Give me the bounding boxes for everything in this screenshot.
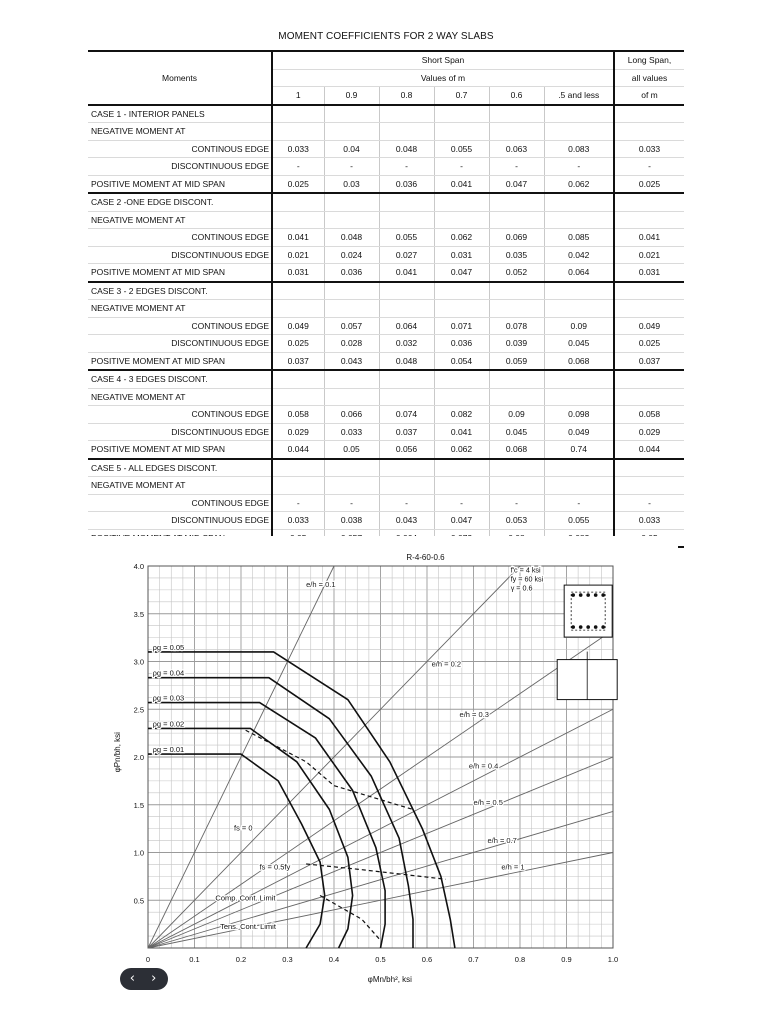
coefficient-cell: 0.025 <box>614 335 684 353</box>
coefficient-cell <box>544 123 614 141</box>
eccentricity-label: e/h = 0.7 <box>487 835 517 845</box>
coefficient-cell: - <box>434 158 489 176</box>
coefficient-cell <box>379 459 434 477</box>
table-row <box>88 140 684 158</box>
table-row <box>88 512 684 530</box>
coefficient-cell: 0.05 <box>324 441 379 459</box>
coefficient-cell: 0.066 <box>324 406 379 424</box>
x-tick-label: 1.0 <box>607 955 619 964</box>
coefficient-cell: 0.033 <box>272 140 324 158</box>
coefficient-cell: 0.062 <box>434 441 489 459</box>
coefficient-cell <box>544 477 614 495</box>
material-note: fy = 60 ksi <box>510 574 544 584</box>
coefficient-cell <box>434 459 489 477</box>
coefficient-cell: 0.035 <box>489 246 544 264</box>
coefficient-cell <box>434 193 489 211</box>
table-row <box>88 175 684 193</box>
coefficient-cell <box>324 477 379 495</box>
coefficient-cell <box>544 193 614 211</box>
coefficient-cell <box>379 105 434 123</box>
coefficient-cell: - <box>614 494 684 512</box>
row-label: DISCONTINUOUS EDGE <box>88 246 272 264</box>
coefficient-cell: 0.048 <box>379 140 434 158</box>
header-long-span-1: Long Span, <box>614 51 684 69</box>
coefficient-cell: 0.071 <box>434 317 489 335</box>
coefficient-cell: 0.062 <box>544 175 614 193</box>
eccentricity-label: e/h = 0.3 <box>459 709 489 719</box>
coefficient-cell <box>379 193 434 211</box>
coefficient-cell: 0.033 <box>614 512 684 530</box>
chart-annotation: Tens. Cont. Limit <box>220 921 276 931</box>
coefficient-cell: 0.049 <box>544 423 614 441</box>
coefficient-cell: - <box>434 494 489 512</box>
coefficient-cell: 0.082 <box>434 406 489 424</box>
coefficient-cell <box>272 477 324 495</box>
table-body <box>88 105 684 548</box>
coefficient-cell <box>434 370 489 388</box>
coefficient-cell: 0.078 <box>489 317 544 335</box>
rebar-dot <box>586 625 590 629</box>
coefficient-cell <box>544 300 614 318</box>
coefficient-cell: 0.043 <box>379 512 434 530</box>
coefficient-cell <box>544 211 614 229</box>
table-row <box>88 388 684 406</box>
coefficient-cell <box>614 388 684 406</box>
row-label: POSITIVE MOMENT AT MID SPAN <box>88 175 272 193</box>
coefficient-cell: 0.057 <box>324 317 379 335</box>
coefficient-cell: 0.03 <box>324 175 379 193</box>
interaction-curve <box>148 754 325 948</box>
coefficient-cell: 0.037 <box>379 423 434 441</box>
table-row <box>88 423 684 441</box>
coefficient-cell <box>379 282 434 300</box>
header-values-of-m: Values of m <box>272 69 614 87</box>
coefficient-cell <box>434 388 489 406</box>
table-row <box>88 300 684 318</box>
table-row <box>88 335 684 353</box>
coefficient-cell <box>489 282 544 300</box>
table-row <box>88 264 684 282</box>
rebar-dot <box>601 593 605 597</box>
rebar-dot <box>594 593 598 597</box>
coefficient-cell: 0.068 <box>489 441 544 459</box>
y-tick-label: 0.5 <box>133 896 144 906</box>
coefficient-cell <box>489 300 544 318</box>
coefficient-cell: 0.031 <box>614 264 684 282</box>
row-label: NEGATIVE MOMENT AT <box>88 123 272 141</box>
coefficient-cell: 0.059 <box>489 352 544 370</box>
moment-coefficient-table <box>88 50 684 548</box>
coefficient-cell <box>614 123 684 141</box>
coefficient-cell <box>324 300 379 318</box>
coefficient-cell: 0.74 <box>544 441 614 459</box>
header-short-span: Short Span <box>272 51 614 69</box>
table-row <box>88 352 684 370</box>
coefficient-cell: 0.055 <box>434 140 489 158</box>
coefficient-cell <box>272 211 324 229</box>
header-long-span-2: all values <box>614 69 684 87</box>
coefficient-cell <box>489 370 544 388</box>
eccentricity-label: e/h = 0.5 <box>473 797 503 807</box>
eccentricity-label: e/h = 0.2 <box>431 659 462 669</box>
rebar-dot <box>571 625 575 629</box>
coefficient-cell: - <box>544 494 614 512</box>
coefficient-cell: 0.064 <box>544 264 614 282</box>
coefficient-cell <box>272 459 324 477</box>
coefficient-cell <box>272 370 324 388</box>
header-m-value: 0.7 <box>434 87 489 105</box>
row-label: DISCONTINUOUS EDGE <box>88 335 272 353</box>
coefficient-cell: 0.039 <box>489 335 544 353</box>
curve-label: ρg = 0.04 <box>152 668 185 678</box>
table-row <box>88 459 684 477</box>
coefficient-cell: 0.028 <box>324 335 379 353</box>
interaction-diagram <box>60 536 678 1006</box>
coefficient-cell <box>434 477 489 495</box>
coefficient-cell: 0.052 <box>489 264 544 282</box>
coefficient-cell <box>379 370 434 388</box>
coefficient-cell <box>324 211 379 229</box>
coefficient-cell: - <box>272 494 324 512</box>
coefficient-cell: 0.047 <box>489 175 544 193</box>
coefficient-cell <box>272 123 324 141</box>
coefficient-cell: - <box>614 158 684 176</box>
coefficient-cell <box>614 300 684 318</box>
rebar-dot <box>571 593 575 597</box>
coefficient-cell <box>434 105 489 123</box>
x-tick-label: 0 <box>145 955 151 964</box>
coefficient-cell: 0.033 <box>272 512 324 530</box>
coefficient-cell <box>272 282 324 300</box>
coefficient-cell <box>489 211 544 229</box>
x-tick-label: 0.9 <box>561 955 572 964</box>
coefficient-cell <box>434 211 489 229</box>
coefficient-cell: - <box>544 158 614 176</box>
curve-label: ρg = 0.02 <box>152 719 185 729</box>
coefficient-cell: 0.09 <box>544 317 614 335</box>
coefficient-cell: 0.025 <box>272 335 324 353</box>
coefficient-cell <box>324 388 379 406</box>
table-row <box>88 246 684 264</box>
table-row <box>88 370 684 388</box>
chart-title: R-4-60-0.6 <box>406 553 445 562</box>
coefficient-cell: 0.064 <box>379 317 434 335</box>
coefficient-cell <box>379 300 434 318</box>
rebar-dot <box>586 593 590 597</box>
coefficient-cell: 0.049 <box>272 317 324 335</box>
table-row <box>88 193 684 211</box>
moment-coefficient-table-section <box>88 0 684 533</box>
coefficient-cell: 0.036 <box>434 335 489 353</box>
x-tick-label: 0.2 <box>235 955 247 964</box>
coefficient-cell: 0.042 <box>544 246 614 264</box>
coefficient-cell: 0.09 <box>489 406 544 424</box>
coefficient-cell <box>434 282 489 300</box>
coefficient-cell <box>379 477 434 495</box>
coefficient-cell: 0.038 <box>324 512 379 530</box>
coefficient-cell: 0.031 <box>434 246 489 264</box>
coefficient-cell <box>614 105 684 123</box>
coefficient-cell: 0.037 <box>272 352 324 370</box>
x-tick-label: 0.5 <box>375 955 386 964</box>
coefficient-cell: - <box>324 494 379 512</box>
comp-cont-limit-line <box>306 864 446 879</box>
coefficient-cell <box>489 105 544 123</box>
eccentricity-label: e/h = 0.1 <box>306 580 336 590</box>
coefficient-cell <box>324 282 379 300</box>
table-row <box>88 477 684 495</box>
coefficient-cell: 0.083 <box>544 140 614 158</box>
y-tick-label: 3.5 <box>133 609 144 619</box>
coefficient-cell: 0.074 <box>379 406 434 424</box>
rebar-dot <box>579 625 583 629</box>
interaction-chart-svg <box>60 536 678 1006</box>
coefficient-cell: 0.048 <box>379 352 434 370</box>
coefficient-cell <box>434 123 489 141</box>
coefficient-cell: 0.041 <box>434 423 489 441</box>
eccentricity-label: e/h = 1 <box>501 862 525 872</box>
coefficient-cell: 0.036 <box>324 264 379 282</box>
coefficient-cell <box>272 388 324 406</box>
coefficient-cell <box>324 193 379 211</box>
coefficient-cell: - <box>324 158 379 176</box>
coefficient-cell <box>489 477 544 495</box>
coefficient-cell: 0.032 <box>379 335 434 353</box>
x-tick-label: 0.7 <box>468 955 479 964</box>
rebar-dot <box>579 593 583 597</box>
coefficient-cell: 0.024 <box>324 246 379 264</box>
coefficient-cell: 0.045 <box>489 423 544 441</box>
rebar-dot <box>594 625 598 629</box>
header-moments: Moments <box>88 51 272 105</box>
header-m-value: 0.6 <box>489 87 544 105</box>
coefficient-cell: - <box>379 494 434 512</box>
coefficient-cell: 0.055 <box>544 512 614 530</box>
header-m-value: 0.8 <box>379 87 434 105</box>
y-tick-label: 1.5 <box>133 800 144 810</box>
coefficient-cell <box>324 105 379 123</box>
row-label: NEGATIVE MOMENT AT <box>88 388 272 406</box>
row-label: CASE 5 - ALL EDGES DISCONT. <box>88 459 272 477</box>
coefficient-cell: 0.047 <box>434 264 489 282</box>
table-row <box>88 211 684 229</box>
coefficient-cell: 0.055 <box>379 229 434 247</box>
material-note: γ = 0.6 <box>510 583 533 593</box>
coefficient-cell <box>379 388 434 406</box>
coefficient-cell <box>489 388 544 406</box>
table-row <box>88 441 684 459</box>
coefficient-cell <box>434 300 489 318</box>
coefficient-cell: 0.041 <box>379 264 434 282</box>
coefficient-cell: 0.044 <box>614 441 684 459</box>
table-header <box>88 51 684 105</box>
curve-label: ρg = 0.01 <box>152 745 185 755</box>
row-label: DISCONTINUOUS EDGE <box>88 512 272 530</box>
table-row <box>88 317 684 335</box>
table-row <box>88 158 684 176</box>
coefficient-cell: 0.021 <box>614 246 684 264</box>
coefficient-cell: 0.053 <box>489 512 544 530</box>
chart-annotation: Comp. Cont. Limit <box>215 893 276 903</box>
coefficient-cell <box>379 123 434 141</box>
coefficient-cell: 0.045 <box>544 335 614 353</box>
x-tick-label: 0.3 <box>282 955 293 964</box>
coefficient-cell: 0.021 <box>272 246 324 264</box>
coefficient-cell: 0.056 <box>379 441 434 459</box>
table-row <box>88 494 684 512</box>
x-tick-label: 0.4 <box>328 955 340 964</box>
coefficient-cell: 0.031 <box>272 264 324 282</box>
curve-label: ρg = 0.03 <box>152 693 185 703</box>
prev-next-nav-button[interactable]: ‹ › <box>120 968 168 990</box>
row-label: CONTINOUS EDGE <box>88 140 272 158</box>
coefficient-cell <box>272 105 324 123</box>
coefficient-cell <box>324 370 379 388</box>
coefficient-cell: 0.043 <box>324 352 379 370</box>
row-label: NEGATIVE MOMENT AT <box>88 300 272 318</box>
coefficient-cell: 0.063 <box>489 140 544 158</box>
coefficient-cell: 0.029 <box>272 423 324 441</box>
table-row <box>88 282 684 300</box>
row-label: CASE 3 - 2 EDGES DISCONT. <box>88 282 272 300</box>
row-label: POSITIVE MOMENT AT MID SPAN <box>88 352 272 370</box>
table-row <box>88 406 684 424</box>
chart-grid <box>148 566 613 948</box>
eccentricity-label: e/h = 0.4 <box>468 761 499 771</box>
coefficient-cell: 0.037 <box>614 352 684 370</box>
coefficient-cell: 0.033 <box>614 140 684 158</box>
row-label: POSITIVE MOMENT AT MID SPAN <box>88 264 272 282</box>
coefficient-cell: 0.041 <box>434 175 489 193</box>
row-label: POSITIVE MOMENT AT MID SPAN <box>88 441 272 459</box>
coefficient-cell: 0.025 <box>614 175 684 193</box>
coefficient-cell <box>614 459 684 477</box>
coefficient-cell: 0.054 <box>434 352 489 370</box>
y-tick-label: 1.0 <box>133 848 144 858</box>
coefficient-cell: 0.085 <box>544 229 614 247</box>
coefficient-cell: 0.058 <box>272 406 324 424</box>
header-m-value: 0.9 <box>324 87 379 105</box>
interaction-curve <box>148 652 455 948</box>
chart-annotation: fs = 0 <box>234 823 253 833</box>
x-tick-label: 0.1 <box>189 955 200 964</box>
header-long-span-3: of m <box>614 87 684 105</box>
y-axis-label: φPn/bh, ksi <box>113 732 122 773</box>
row-label: NEGATIVE MOMENT AT <box>88 477 272 495</box>
coefficient-cell <box>324 123 379 141</box>
coefficient-cell: 0.029 <box>614 423 684 441</box>
row-label: CONTINOUS EDGE <box>88 229 272 247</box>
coefficient-cell <box>489 459 544 477</box>
coefficient-cell: 0.049 <box>614 317 684 335</box>
coefficient-cell: 0.062 <box>434 229 489 247</box>
row-label: CASE 1 - INTERIOR PANELS <box>88 105 272 123</box>
coefficient-cell: 0.044 <box>272 441 324 459</box>
coefficient-cell: 0.041 <box>272 229 324 247</box>
row-label: CONTINOUS EDGE <box>88 406 272 424</box>
row-label: DISCONTINUOUS EDGE <box>88 158 272 176</box>
y-tick-label: 2.5 <box>133 705 144 715</box>
coefficient-cell <box>614 477 684 495</box>
coefficient-cell: 0.048 <box>324 229 379 247</box>
row-label: CASE 4 - 3 EDGES DISCONT. <box>88 370 272 388</box>
coefficient-cell <box>614 370 684 388</box>
rebar-dot <box>601 625 605 629</box>
coefficient-cell <box>614 193 684 211</box>
header-m-value: 1 <box>272 87 324 105</box>
row-label: CONTINOUS EDGE <box>88 317 272 335</box>
x-axis-label: φMn/bh², ksi <box>367 975 412 984</box>
x-tick-label: 0.6 <box>421 955 433 964</box>
coefficient-cell: 0.068 <box>544 352 614 370</box>
chart-annotation: fs = 0.5fy <box>259 862 291 872</box>
coefficient-cell: - <box>272 158 324 176</box>
coefficient-cell <box>614 282 684 300</box>
coefficient-cell <box>272 300 324 318</box>
row-label: CONTINOUS EDGE <box>88 494 272 512</box>
table-row <box>88 105 684 123</box>
y-tick-label: 4.0 <box>133 562 144 571</box>
material-note: f'c = 4 ksi <box>510 565 541 575</box>
coefficient-cell: 0.058 <box>614 406 684 424</box>
coefficient-cell: 0.041 <box>614 229 684 247</box>
coefficient-cell <box>544 370 614 388</box>
coefficient-cell <box>489 193 544 211</box>
table-title: MOMENT COEFFICIENTS FOR 2 WAY SLABS <box>278 31 494 42</box>
coefficient-cell: 0.04 <box>324 140 379 158</box>
coefficient-cell <box>379 211 434 229</box>
coefficient-cell <box>614 211 684 229</box>
coefficient-cell: 0.027 <box>379 246 434 264</box>
header-m-value: .5 and less <box>544 87 614 105</box>
row-label: DISCONTINUOUS EDGE <box>88 423 272 441</box>
coefficient-cell <box>544 282 614 300</box>
y-tick-label: 3.0 <box>133 657 144 667</box>
coefficient-cell: 0.098 <box>544 406 614 424</box>
curve-label: ρg = 0.05 <box>152 642 185 652</box>
row-label: CASE 2 -ONE EDGE DISCONT. <box>88 193 272 211</box>
coefficient-cell <box>544 388 614 406</box>
table-row <box>88 229 684 247</box>
coefficient-cell: - <box>489 494 544 512</box>
coefficient-cell: - <box>379 158 434 176</box>
coefficient-cell <box>324 459 379 477</box>
row-label: NEGATIVE MOMENT AT <box>88 211 272 229</box>
coefficient-cell <box>544 105 614 123</box>
coefficient-cell: 0.069 <box>489 229 544 247</box>
coefficient-cell <box>272 193 324 211</box>
coefficient-cell: 0.025 <box>272 175 324 193</box>
x-tick-label: 0.8 <box>514 955 526 964</box>
y-tick-label: 2.0 <box>133 753 144 762</box>
coefficient-cell <box>544 459 614 477</box>
coefficient-cell: 0.036 <box>379 175 434 193</box>
coefficient-cell <box>489 123 544 141</box>
coefficient-cell: - <box>489 158 544 176</box>
coefficient-cell: 0.033 <box>324 423 379 441</box>
coefficient-cell: 0.047 <box>434 512 489 530</box>
table-row <box>88 123 684 141</box>
